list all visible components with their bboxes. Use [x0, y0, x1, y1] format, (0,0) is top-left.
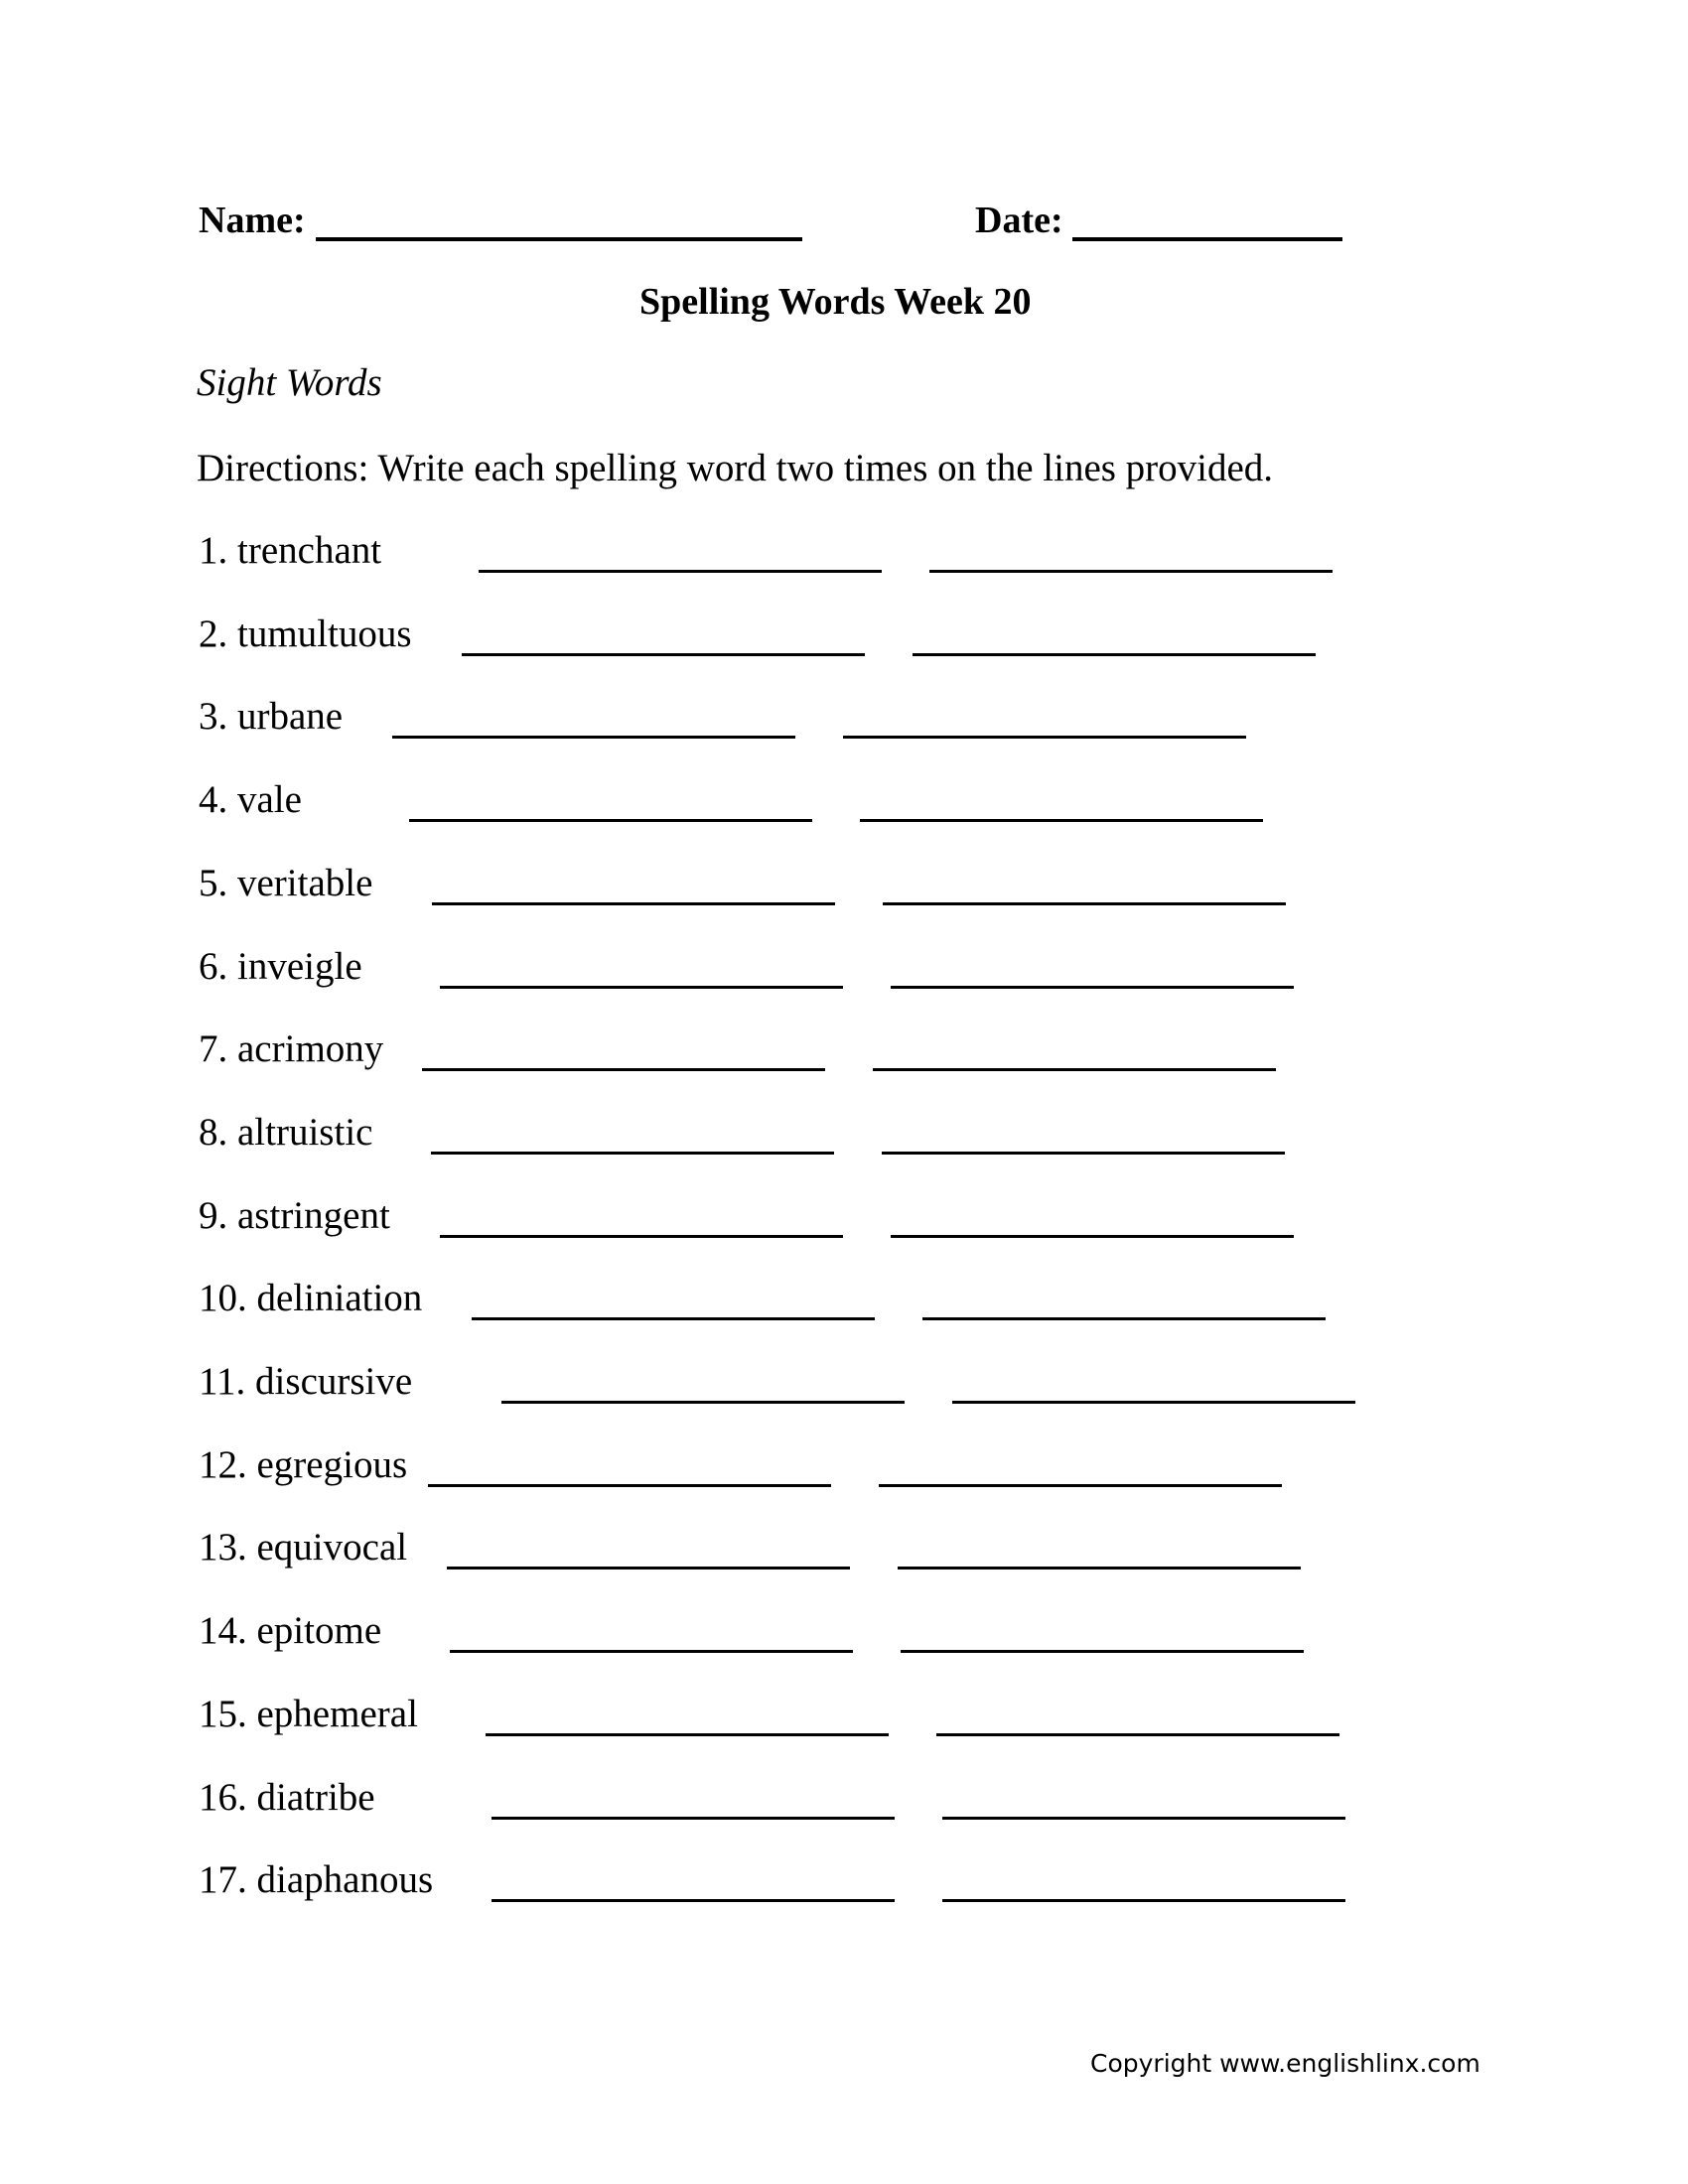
- name-field-line[interactable]: [316, 237, 802, 241]
- write-line-2[interactable]: [860, 819, 1263, 822]
- word-label: 4. vale: [199, 778, 302, 821]
- write-line-1[interactable]: [501, 1401, 905, 1404]
- word-label: 14. epitome: [199, 1609, 382, 1652]
- write-line-1[interactable]: [472, 1317, 875, 1320]
- word-label: 9. astringent: [199, 1194, 390, 1237]
- write-line-2[interactable]: [898, 1567, 1301, 1570]
- write-line-1[interactable]: [447, 1567, 850, 1570]
- word-label: 16. diatribe: [199, 1776, 375, 1819]
- write-line-1[interactable]: [492, 1817, 895, 1820]
- word-label: 2. tumultuous: [199, 613, 412, 655]
- word-label: 3. urbane: [199, 695, 344, 738]
- word-label: 1. trenchant: [199, 529, 382, 572]
- date-field-line[interactable]: [1072, 237, 1342, 241]
- word-label: 12. egregious: [199, 1443, 408, 1486]
- write-line-2[interactable]: [942, 1817, 1345, 1820]
- write-line-2[interactable]: [936, 1733, 1339, 1736]
- write-line-2[interactable]: [873, 1068, 1276, 1071]
- write-line-2[interactable]: [922, 1317, 1326, 1320]
- write-line-1[interactable]: [492, 1899, 895, 1902]
- word-label: 11. discursive: [199, 1360, 413, 1403]
- write-line-1[interactable]: [450, 1650, 853, 1653]
- write-line-1[interactable]: [392, 736, 795, 739]
- word-label: 15. ephemeral: [199, 1693, 418, 1735]
- write-line-1[interactable]: [432, 902, 835, 905]
- write-line-2[interactable]: [891, 1235, 1294, 1238]
- write-line-2[interactable]: [879, 1484, 1282, 1487]
- word-label: 17. diaphanous: [199, 1858, 434, 1901]
- write-line-2[interactable]: [882, 1152, 1285, 1155]
- write-line-1[interactable]: [440, 986, 843, 989]
- word-label: 10. deliniation: [199, 1277, 423, 1319]
- date-label: Date:: [975, 200, 1063, 241]
- write-line-2[interactable]: [929, 570, 1333, 573]
- write-line-2[interactable]: [891, 986, 1294, 989]
- copyright-text: Copyright www.englishlinx.com: [1090, 2049, 1480, 2078]
- write-line-2[interactable]: [883, 902, 1286, 905]
- write-line-2[interactable]: [913, 653, 1316, 656]
- write-line-1[interactable]: [479, 570, 882, 573]
- write-line-1[interactable]: [428, 1484, 831, 1487]
- write-line-1[interactable]: [431, 1152, 834, 1155]
- section-subtitle: Sight Words: [197, 361, 382, 404]
- word-label: 7. acrimony: [199, 1027, 384, 1070]
- directions-text: Directions: Write each spelling word two times on the lines provided.: [197, 447, 1274, 489]
- page-title: Spelling Words Week 20: [639, 281, 1032, 323]
- word-label: 13. equivocal: [199, 1526, 408, 1569]
- word-label: 5. veritable: [199, 862, 373, 904]
- write-line-2[interactable]: [843, 736, 1246, 739]
- write-line-2[interactable]: [901, 1650, 1304, 1653]
- write-line-1[interactable]: [422, 1068, 825, 1071]
- write-line-2[interactable]: [942, 1899, 1345, 1902]
- name-label: Name:: [199, 200, 306, 241]
- write-line-1[interactable]: [440, 1235, 843, 1238]
- write-line-1[interactable]: [409, 819, 812, 822]
- word-label: 8. altruistic: [199, 1111, 373, 1154]
- write-line-1[interactable]: [462, 653, 865, 656]
- write-line-1[interactable]: [486, 1733, 889, 1736]
- word-label: 6. inveigle: [199, 945, 362, 988]
- write-line-2[interactable]: [952, 1401, 1355, 1404]
